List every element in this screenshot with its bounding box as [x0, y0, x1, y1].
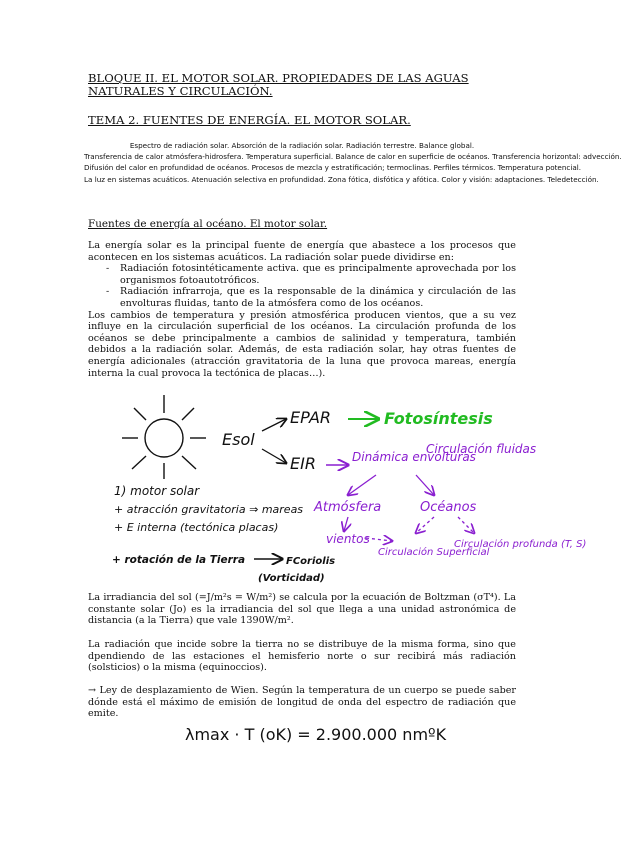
- circulacion-fluidas-label: Circulación fluidas: [426, 442, 537, 456]
- arrow-to-vientos: [344, 517, 348, 531]
- list-item: - Radiación infrarroja, que es la responsable de la dinámica y circulación de las envolturas fluidas, tanto de la atmósfera como de los océanos.: [88, 286, 516, 309]
- vorticidad-label: (Vorticidad): [258, 573, 325, 584]
- intro-paragraph: La energía solar es la principal fuente de energía que abastece a los procesos que acontecen en los sistemas acuáticos. La radiación solar puede dividirse en:: [88, 240, 516, 263]
- bullet-list: [88, 263, 516, 309]
- atmosfera-label: Atmósfera: [314, 500, 382, 515]
- circulacion-profunda-label: Circulación profunda (T, S): [454, 539, 587, 550]
- wien-formula: λmax · T (oK) = 2.900.000 nmºK: [185, 725, 447, 744]
- atraccion-note: + atracción gravitatoria ⇒ mareas: [114, 503, 304, 516]
- summary-line: Transferencia de calor atmósfera-hidrosfera. Temperatura superficial. Balance de calor en superficie de océanos. Transferencia horizontal: advección.: [84, 152, 622, 162]
- topic-summary: [84, 140, 622, 185]
- circulacion-superficial-label: Circulación Superficial: [378, 547, 490, 558]
- arrow-vientos-superficial: [366, 538, 392, 541]
- arrow-to-oceanos: [416, 475, 434, 495]
- arrow-to-atmosfera: [348, 475, 376, 495]
- arrow-to-superficial: [416, 517, 434, 533]
- motor-solar-diagram: [86, 383, 587, 588]
- list-item: - Radiación fotosintéticamente activa. que es principalmente aprovechada por los organismos fotoautotróficos.: [88, 263, 516, 286]
- wien-paragraph: → Ley de desplazamiento de Wien. Según la temperatura de un cuerpo se puede saber dónde está el máximo de emisión de longitud de onda del espectro de radiación que emite.: [88, 685, 516, 720]
- summary-line: Espectro de radiación solar. Absorción de la radiación solar. Radiación terrestre. Balance global.: [129, 141, 475, 150]
- text-block-intro: [88, 240, 516, 379]
- block-heading: BLOQUE II. EL MOTOR SOLAR. PROPIEDADES DE LAS AGUAS NATURALES Y CIRCULACIÓN.: [88, 71, 469, 98]
- energia-interna-note: + E interna (tectónica placas): [114, 521, 279, 534]
- rotacion-label: + rotación de la Tierra: [112, 554, 246, 566]
- e-ir-label: EIR: [290, 454, 316, 473]
- arrow-sol-par: [262, 419, 286, 431]
- motor-solar-note: 1) motor solar: [114, 484, 200, 498]
- arrow-to-profunda: [458, 517, 474, 533]
- summary-line: Difusión del calor en profundidad de océanos. Procesos de mezcla y estratificación; termoclinas. Perfiles térmicos. Temperatura potencial.: [84, 163, 582, 173]
- sun-icon: [122, 395, 206, 479]
- section-title: Fuentes de energía al océano. El motor solar.: [88, 218, 328, 230]
- topic-heading: TEMA 2. FUENTES DE ENERGÍA. EL MOTOR SOLAR.: [88, 113, 411, 127]
- paragraph-circulation: Los cambios de temperatura y presión atmosférica producen vientos, que a su vez influye en la circulación superficial de los océanos. La circulación profunda de los océanos se debe principalmente a cambios de salinidad y temperatura, también debidos a la radiación solar. Además, de esta radiación solar, hay otras fuentes de energía adicionales (atracción gravitatoria de la luna que provoca mareas, energía interna la cual provoca la tectónica de placas…).: [88, 309, 516, 379]
- e-sol-label: Esol: [222, 430, 255, 449]
- arrow-sol-ir: [262, 449, 286, 463]
- summary-line: La luz en sistemas acuáticos. Atenuación selectiva en profundidad. Zona fótica, disfótica y afótica. Color y visión: adaptaciones. Teledetección.: [84, 174, 599, 184]
- irradiance-paragraph: La irradiancia del sol (=J/m²s = W/m²) se calcula por la ecuación de Boltzman (σT⁴). La constante solar (Jo) es la irradiancia del sol que llega a una unidad astronómica de distancia (a la Tierra) que vale 1390W/m².: [88, 592, 516, 627]
- oceanos-label: Océanos: [420, 500, 477, 515]
- fotosintesis-label: Fotosíntesis: [384, 409, 493, 428]
- coriolis-label: FCoriolis: [286, 556, 336, 567]
- dinamica-label: Dinámica envolturas: [352, 450, 476, 464]
- vientos-label: vientos: [326, 532, 370, 546]
- radiation-paragraph: La radiación que incide sobre la tierra no se distribuye de la misma forma, sino que dpendiendo de las estaciones el hemisferio norte o sur recibirá más radiación (solsticios) o la misma (equinoccios).: [88, 639, 516, 674]
- e-par-label: EPAR: [290, 408, 332, 427]
